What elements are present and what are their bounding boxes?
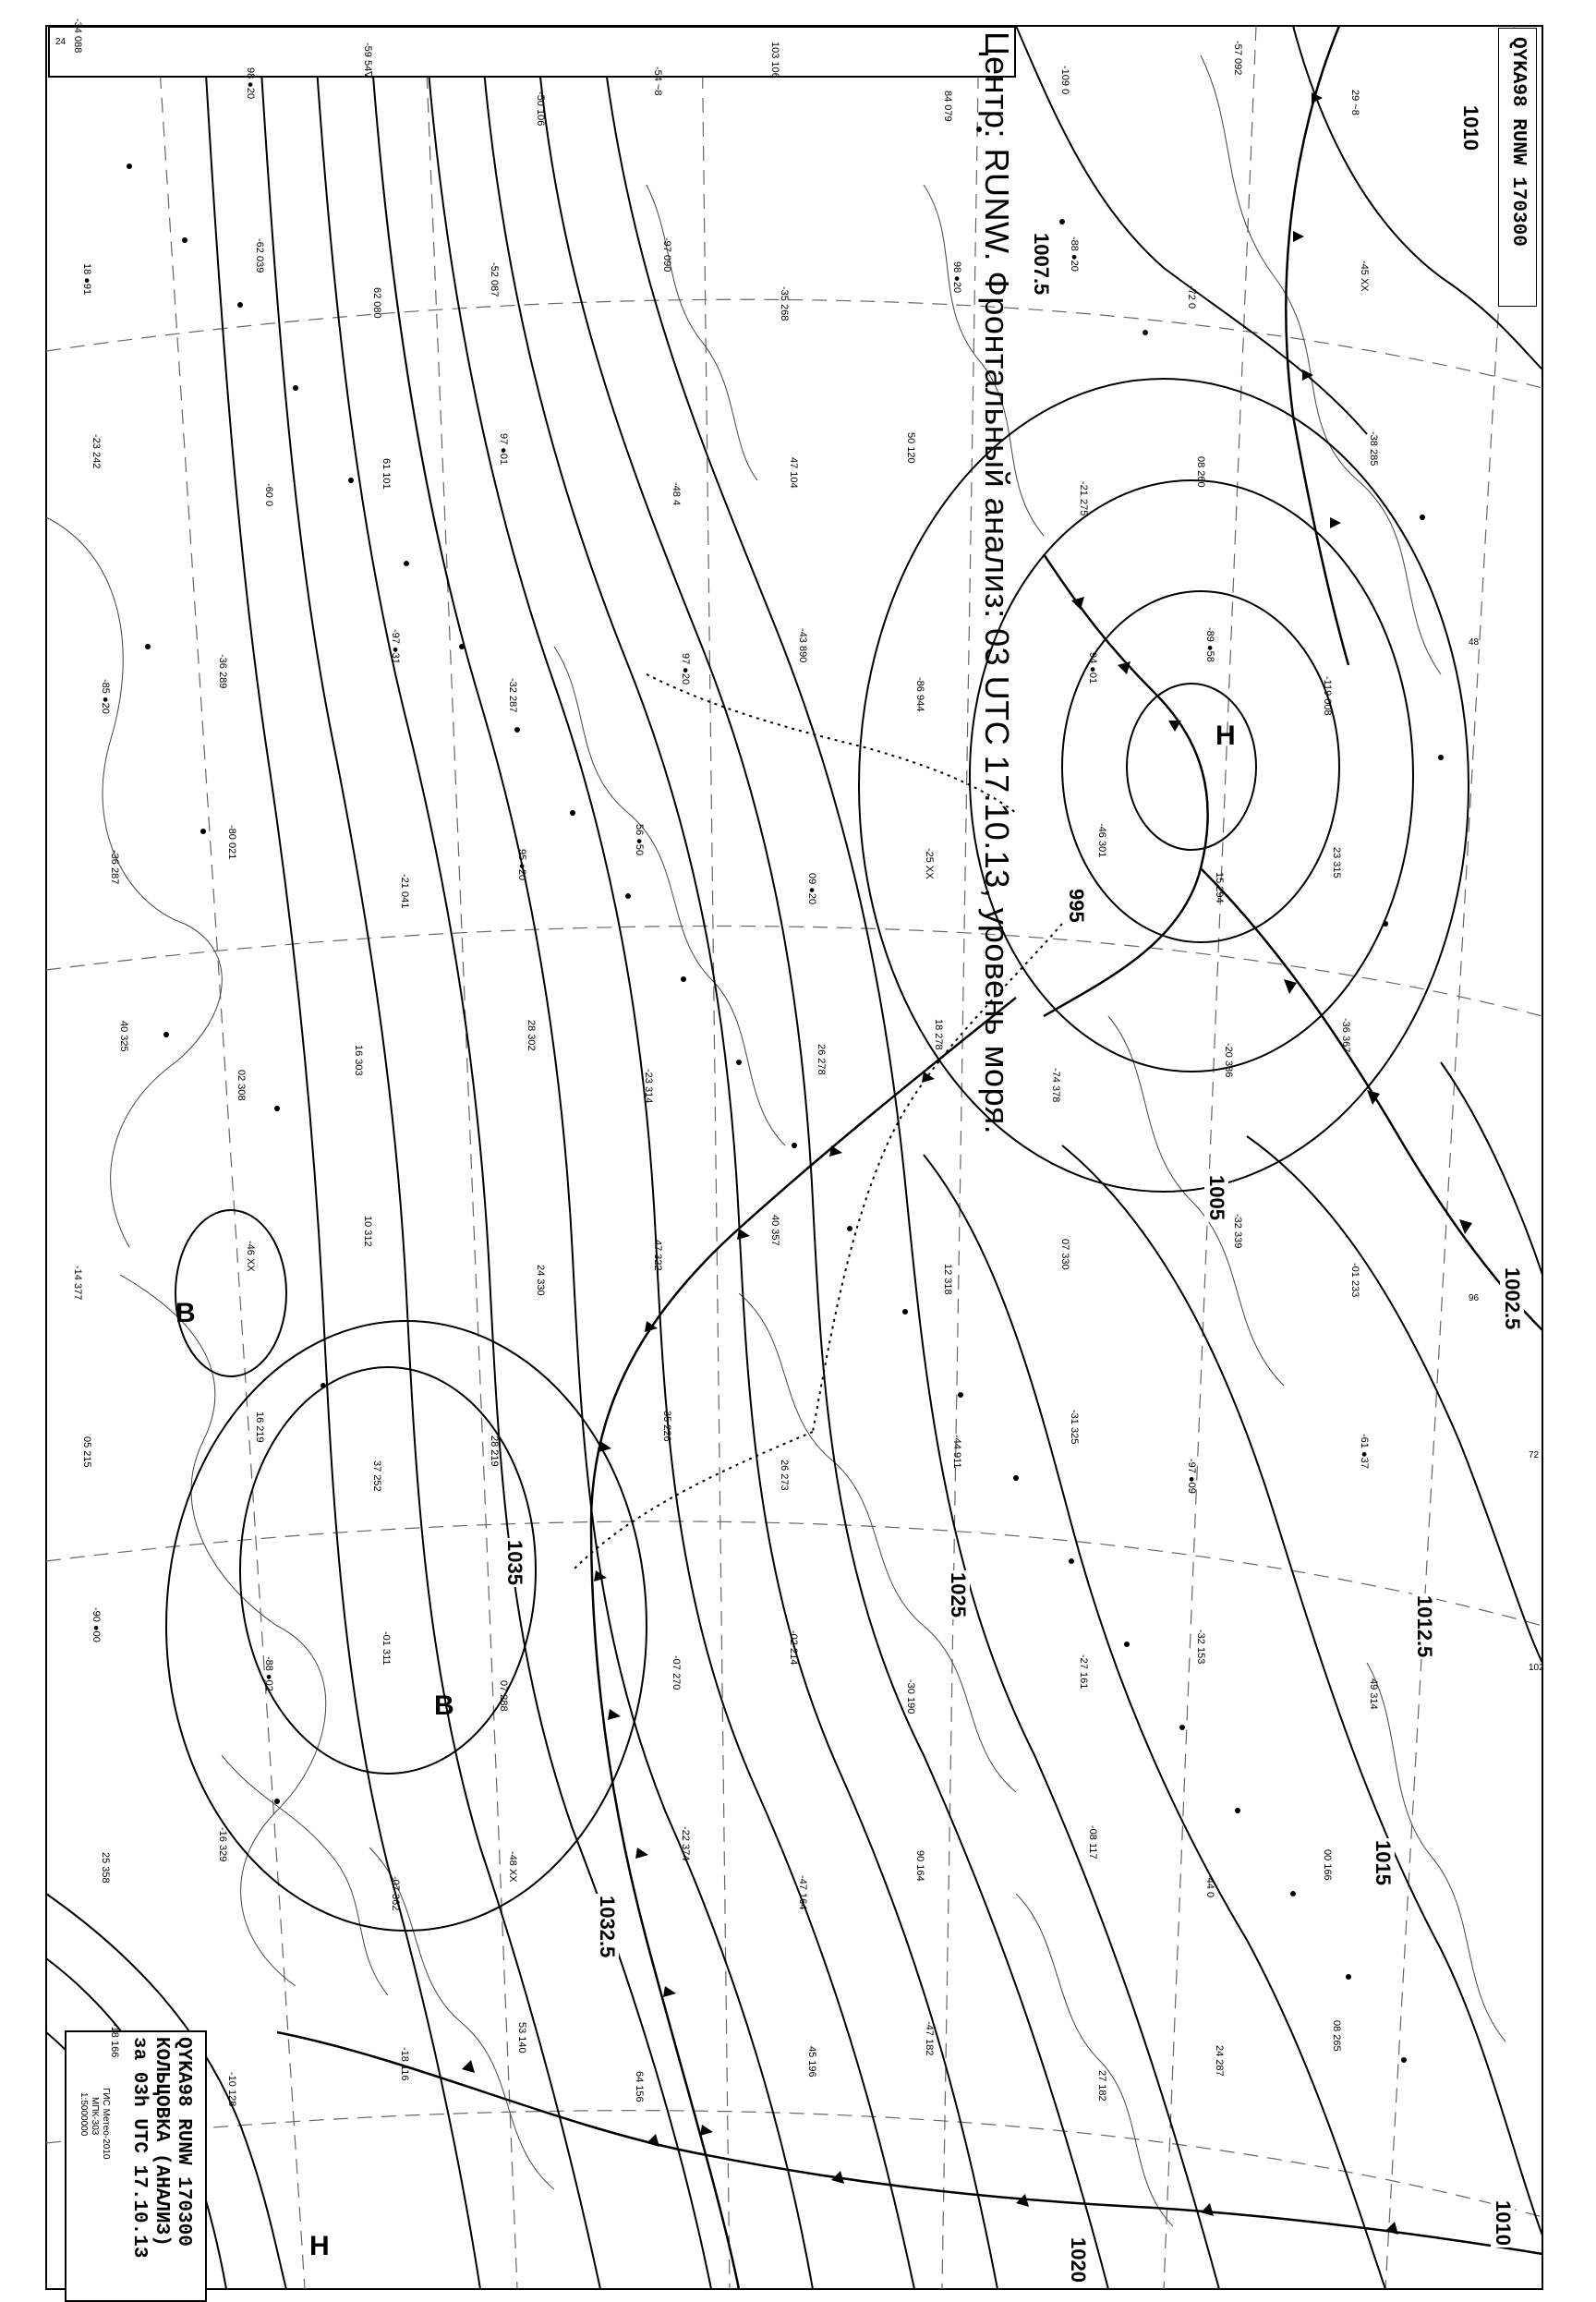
- station-observation: 103 106: [769, 42, 780, 79]
- station-observation: 53 140: [516, 2022, 527, 2054]
- station-observation: 64 156: [634, 2071, 645, 2102]
- station-observation: -54 ~8: [652, 67, 663, 96]
- isobar-label: 1012.5: [1413, 1595, 1436, 1658]
- station-observation: -16 329: [217, 1827, 228, 1862]
- stamp-title: КОЛЬЦОВКА (АНАЛИЗ): [151, 2037, 172, 2247]
- station-observation: 09 ●20: [806, 873, 817, 905]
- station-observation: -47 164: [797, 1875, 808, 1910]
- station-observation: -89 ●58: [1204, 627, 1215, 662]
- low-center-label: Н: [1215, 721, 1236, 751]
- low-center-label: Н: [309, 2231, 330, 2261]
- isobar-label: 1005: [1205, 1175, 1228, 1220]
- station-observation: -43 890: [797, 628, 808, 663]
- station-observation: 95 ●20: [516, 849, 527, 881]
- station-observation: -18 116: [399, 2047, 410, 2081]
- station-observation: 08 265: [1331, 2020, 1342, 2052]
- stamp-code: QYKA98 RUNW 170300: [173, 2037, 194, 2247]
- station-observation: -88 ●02: [263, 1656, 274, 1691]
- station-observation: -38 285: [1368, 431, 1379, 466]
- station-observation: -22 374: [680, 1826, 691, 1861]
- station-observation: 97 ●01: [498, 433, 509, 466]
- station-observation: -20 386: [1223, 1043, 1234, 1078]
- station-observation: 07 330: [1059, 1239, 1070, 1270]
- header-box: [48, 26, 1016, 78]
- station-observation: 25 358: [100, 1852, 111, 1884]
- station-observation: -88 ●20: [1069, 236, 1080, 272]
- station-observation: -21 041: [399, 874, 410, 909]
- station-observation: -80 021: [226, 825, 237, 860]
- station-observation: -36 367: [1340, 1018, 1351, 1053]
- station-observation: -07 270: [671, 1655, 682, 1690]
- isobar-label: 1002.5: [1501, 1267, 1524, 1330]
- isobar-label: 1032.5: [596, 1896, 619, 1958]
- station-observation: -97 090: [661, 237, 672, 273]
- station-observation: 94 ●01: [1087, 652, 1098, 685]
- isobar-label: 1015: [1372, 1840, 1395, 1885]
- station-observation: -85 ●20: [100, 679, 111, 714]
- station-observation: -48 4: [671, 482, 682, 506]
- stamp-credit: ГИС Метео-2010: [101, 2088, 111, 2160]
- station-observation: -74 378: [1050, 1068, 1061, 1103]
- station-observation: 47 322: [652, 1240, 663, 1271]
- station-observation: 84 079: [942, 91, 953, 122]
- station-observation: -52 087: [489, 262, 500, 297]
- station-observation: -32 339: [1232, 1214, 1243, 1249]
- station-observation: 29 ~8: [1349, 90, 1360, 115]
- edge-number: 96: [1469, 1293, 1480, 1303]
- station-observation: -08 117: [1087, 1825, 1098, 1860]
- station-observation: -109 0: [1059, 66, 1070, 95]
- edge-number: 48: [1469, 637, 1480, 648]
- station-observation: -32 153: [1195, 1630, 1206, 1665]
- station-observation: -01 233: [1349, 1263, 1360, 1298]
- station-observation: -119 008: [1322, 676, 1333, 716]
- isobar-label: 1025: [947, 1572, 970, 1617]
- station-observation: 50 120: [905, 432, 916, 464]
- station-observation: 40 325: [118, 1021, 129, 1052]
- station-observation: 37 252: [371, 1460, 382, 1492]
- edge-number: 24: [55, 37, 66, 47]
- station-observation: 08 260: [1195, 456, 1206, 488]
- high-center-label: В: [434, 1690, 454, 1721]
- station-observation: -44 0: [1204, 1874, 1215, 1898]
- station-observation: -02 214: [788, 1630, 799, 1666]
- station-observation: 00 166: [1322, 1849, 1333, 1881]
- station-observation: 28 302: [526, 1020, 537, 1051]
- station-observation: -21 275: [1078, 481, 1089, 516]
- station-observation: -23 314: [643, 1069, 654, 1104]
- station-observation: -62 039: [254, 238, 265, 273]
- stamp-credit: 1:5000000: [79, 2092, 89, 2137]
- isobar-label: 1010: [1492, 2200, 1515, 2246]
- station-observation: 05 215: [81, 1436, 92, 1468]
- station-observation: -86 944: [914, 677, 925, 712]
- station-observation: -48 XX: [507, 1851, 518, 1883]
- station-observation: -10 128: [226, 2072, 237, 2107]
- station-observation: 47 104: [788, 457, 799, 489]
- station-observation: 62 080: [371, 287, 382, 319]
- station-observation: -31 325: [1069, 1410, 1080, 1445]
- station-observation: -44 911: [951, 1435, 962, 1469]
- station-observation: -60 0: [263, 483, 274, 507]
- station-observation: 15 294: [1214, 872, 1225, 903]
- station-observation: -47 182: [924, 2021, 935, 2056]
- station-observation: 23 315: [1331, 847, 1342, 878]
- station-observation: -27 161: [1078, 1654, 1089, 1690]
- isobar-label: 1010: [1459, 105, 1482, 151]
- edge-number: 72: [1529, 1450, 1540, 1460]
- high-center-label: В: [175, 1298, 196, 1328]
- station-observation: -01 311: [381, 1631, 392, 1666]
- station-observation: 16 303: [353, 1045, 364, 1076]
- station-observation: 18 278: [933, 1019, 944, 1050]
- station-observation: -97 ●31: [390, 629, 401, 664]
- station-observation: -46 301: [1096, 823, 1107, 858]
- station-observation: 26 278: [816, 1044, 827, 1075]
- station-observation: 24 287: [1214, 2045, 1225, 2077]
- station-observation: -61 ●37: [1359, 1434, 1370, 1469]
- station-observation: 90 164: [914, 1850, 925, 1882]
- station-observation: 98 ●20: [951, 261, 962, 294]
- station-observation: -59 54∇: [362, 42, 373, 79]
- stamp-time: за 03h UTC 17.10.13: [128, 2037, 150, 2259]
- map-title: Центр: RUNW. Фронтальный анализ: 03 UTC 17.10.13, уровень моря.: [978, 31, 1016, 1135]
- station-observation: -14 377: [72, 1266, 83, 1301]
- station-observation: -07 362: [390, 1876, 401, 1911]
- station-observation: -46 XX: [245, 1241, 256, 1272]
- station-observation: 07 288: [498, 1680, 509, 1712]
- station-observation: -90 ●00: [91, 1607, 102, 1642]
- station-observation: -36 289: [217, 654, 228, 689]
- station-observation: 27 182: [1096, 2070, 1107, 2102]
- station-observation: 12 318: [942, 1264, 953, 1295]
- station-observation: 16 219: [254, 1411, 265, 1443]
- isobar-label: 1035: [503, 1540, 526, 1585]
- isobar-label: 995: [1065, 889, 1088, 923]
- station-observation: 98 ●20: [245, 67, 256, 100]
- isobar-label: 1020: [1067, 2237, 1090, 2283]
- station-observation: 40 357: [769, 1215, 780, 1246]
- station-observation: 35 226: [661, 1411, 672, 1442]
- corner-code: QYKA98 RUNW 170300: [1507, 37, 1529, 247]
- station-observation: -34 088: [72, 18, 83, 54]
- station-observation: 61 101: [381, 458, 392, 490]
- station-observation: -45 XX: [1359, 260, 1370, 292]
- station-observation: 18 ●91: [81, 263, 92, 296]
- station-observation: -35 268: [779, 286, 790, 321]
- station-observation: -36 287: [109, 850, 120, 885]
- station-observation: 24 330: [535, 1265, 546, 1296]
- station-observation: 45 196: [806, 2046, 817, 2078]
- station-observation: 97 ●20: [680, 653, 691, 685]
- station-observation: -32 287: [507, 678, 518, 713]
- station-observation: 28 219: [489, 1436, 500, 1467]
- station-observation: 49 314: [1368, 1678, 1379, 1710]
- station-observation: -25 XX: [924, 848, 935, 879]
- station-observation: -57 092: [1232, 41, 1243, 76]
- station-observation: 26 273: [779, 1460, 790, 1491]
- edge-number: 102: [1529, 1663, 1544, 1673]
- station-observation: 56 ●50: [634, 824, 645, 856]
- station-observation: -72 0: [1186, 285, 1197, 309]
- station-observation: 02 308: [236, 1070, 247, 1101]
- isobar-label: 1007.5: [1030, 233, 1053, 296]
- station-observation: -30 190: [905, 1679, 916, 1714]
- station-observation: 10 312: [362, 1216, 373, 1247]
- station-observation: -50 106: [535, 91, 546, 127]
- stamp-credit: МПК-303: [90, 2097, 100, 2136]
- station-observation: -97 ●09: [1186, 1459, 1197, 1494]
- station-observation: -18 166: [109, 2023, 120, 2058]
- station-observation: -23 242: [91, 434, 102, 469]
